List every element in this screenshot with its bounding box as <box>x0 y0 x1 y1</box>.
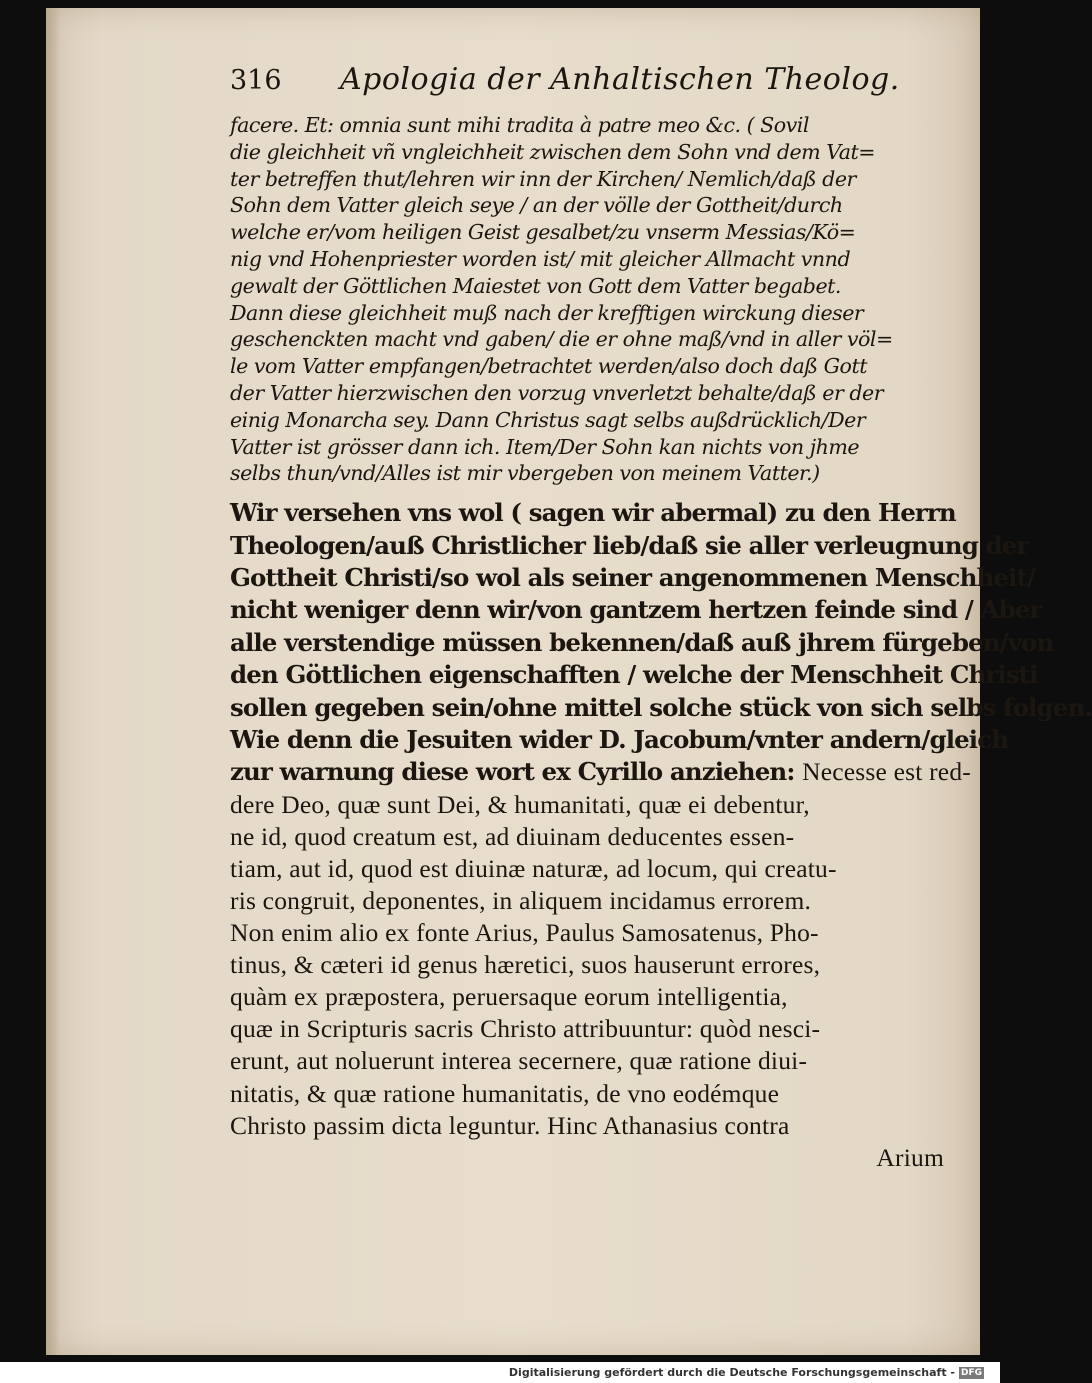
mixed-text-line <box>230 756 971 788</box>
text-line: Dann diese gleichheit muß nach der krefftigen wirckung dieser <box>230 300 864 325</box>
text-line: gewalt der Göttlichen Maiestet von Gott dem Vatter begabet. <box>230 273 841 298</box>
text-line: Gottheit Christi/so wol als seiner angenommenen Menschheit/ <box>230 562 1035 592</box>
catchword: Arium <box>876 1142 944 1172</box>
text-line: selbs thun/vnd/Alles ist mir vbergeben von meinem Vatter.) <box>230 461 820 486</box>
text-line: tinus, & cæteri id genus hæretici, suos hauserunt errores, <box>230 950 821 980</box>
text-line: Vatter ist grösser dann ich. Item/Der Sohn kan nichts von jhme <box>230 434 860 459</box>
dfg-logo: DFG <box>960 1367 982 1378</box>
page-binding-shadow <box>46 8 60 1355</box>
text-line: alle verstendige müssen bekennen/daß auß jhrem fürgeben/von <box>230 627 1054 657</box>
page-header <box>230 62 946 112</box>
text-line: dere Deo, quæ sunt Dei, & humanitati, quæ ei debentur, <box>230 789 810 819</box>
text-line: facere. Et: omnia sunt mihi tradita à patre meo &c. ( Sovil <box>230 113 809 137</box>
large-type-paragraph <box>230 497 1092 789</box>
text-line: Christo passim dicta leguntur. Hinc Athanasius contra <box>230 1110 790 1140</box>
running-head: Apologia der Anhaltischen Theolog. <box>340 62 900 97</box>
text-line: quàm ex præpostera, peruersaque eorum intelligentia, <box>230 982 788 1012</box>
digitization-credit-bar <box>0 1362 1000 1383</box>
text-line: ris congruit, deponentes, in aliquem incidamus errorem. <box>230 885 812 915</box>
text-line: Wir versehen vns wol ( sagen wir abermal) zu den Herrn <box>230 498 956 528</box>
funding-credit: Digitalisierung gefördert durch die Deutsche Forschungsgemeinschaft - <box>508 1366 955 1379</box>
page-text <box>230 62 1092 1174</box>
text-line: nicht weniger denn wir/von gantzem hertzen feinde sind / Aber <box>230 595 1042 625</box>
page-number: 316 <box>230 65 282 96</box>
text-line: die gleichheit vñ vngleichheit zwischen dem Sohn vnd dem Vat= <box>230 139 876 164</box>
text-line: geschenckten macht vnd gaben/ die er ohne maß/vnd in aller völ= <box>230 327 893 352</box>
text-line: Non enim alio ex fonte Arius, Paulus Samosatenus, Pho- <box>230 918 819 948</box>
text-line: den Göttlichen eigenschafften / welche der Menschheit Christi <box>230 660 1038 690</box>
text-line: nitatis, & quæ ratione humanitatis, de vno eodémque <box>230 1078 780 1108</box>
latin-fragment: Necesse est red- <box>802 757 971 787</box>
text-line: Wie denn die Jesuiten wider D. Jacobum/vnter andern/gleich <box>230 724 1009 754</box>
text-line: welche er/vom heiligen Geist gesalbet/zu vnserm Messias/Kö= <box>230 220 856 245</box>
text-line: nig vnd Hohenpriester worden ist/ mit gleicher Allmacht vnnd <box>230 246 851 271</box>
small-type-paragraph <box>230 112 946 487</box>
text-line: einig Monarcha sey. Dann Christus sagt selbs außdrücklich/Der <box>230 407 866 432</box>
text-line: erunt, aut noluerunt interea secernere, quæ ratione diui- <box>230 1046 808 1076</box>
text-line: Theologen/auß Christlicher lieb/daß sie aller verleugnung der <box>230 530 1029 560</box>
text-line: le vom Vatter empfangen/betrachtet werden/also doch daß Gott <box>230 354 867 379</box>
latin-quotation <box>230 789 946 1174</box>
text-line: quæ in Scripturis sacris Christo attribuuntur: quòd nesci- <box>230 1014 821 1044</box>
text-line: Sohn dem Vatter gleich seye / an der völle der Gottheit/durch <box>230 193 843 218</box>
text-line: ter betreffen thut/lehren wir inn der Kirchen/ Nemlich/daß der <box>230 166 856 191</box>
text-line: ne id, quod creatum est, ad diuinam deducentes essen- <box>230 821 795 851</box>
paragraph-gap <box>230 487 946 497</box>
text-line: tiam, aut id, quod est diuinæ naturæ, ad locum, qui creatu- <box>230 853 837 883</box>
text-line: sollen gegeben sein/ohne mittel solche stück von sich selbs folgen. <box>230 692 1092 722</box>
german-fragment: zur warnung diese wort ex Cyrillo anziehen: <box>230 757 803 787</box>
text-line: der Vatter hierzwischen den vorzug vnverletzt behalte/daß er der <box>230 380 884 405</box>
